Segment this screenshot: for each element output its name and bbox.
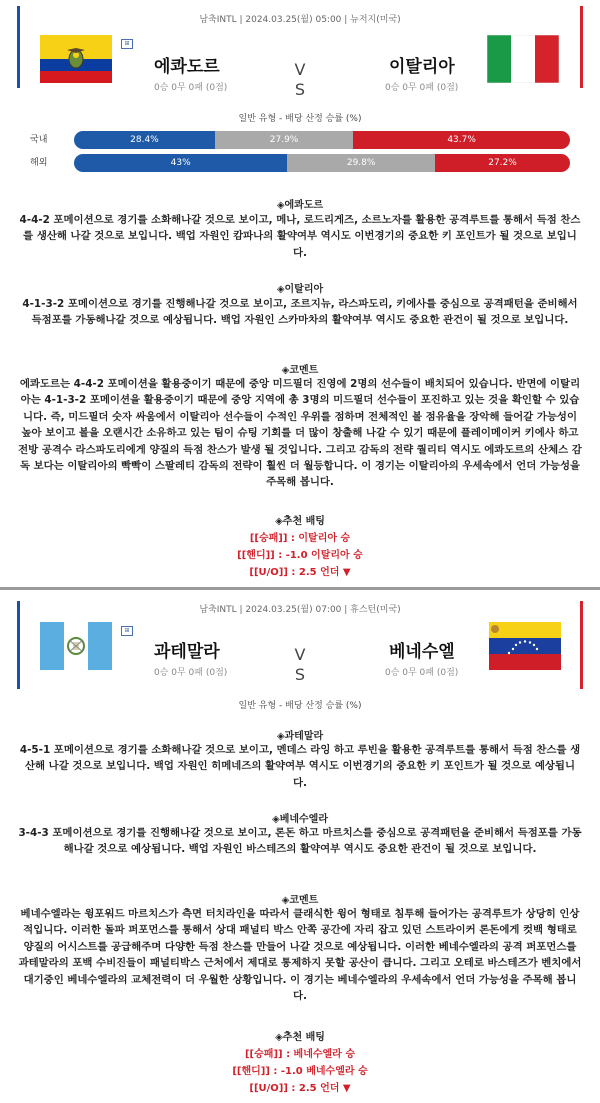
odds-bar-label: 해외: [30, 158, 48, 168]
odds-bar: [74, 131, 570, 149]
bet-line-handicap: [[핸디]] : -1.0 이탈리아 승: [237, 550, 363, 561]
home-analysis-title: ◈에콰도르: [276, 200, 324, 211]
away-team-name: 베네수엘: [389, 642, 455, 662]
away-team-record: 0승 0무 0패 (0점): [385, 668, 459, 678]
comment-title: ◈코멘트: [281, 365, 319, 376]
bet-line-over-under: [[U/O]] : 2.5 언더 ▼: [249, 567, 351, 578]
info-icon[interactable]: ⊞: [121, 626, 133, 636]
draw-segment: 29.8%: [287, 154, 435, 172]
away-win-segment: 27.2%: [435, 154, 570, 172]
away-analysis-title: ◈이탈리아: [276, 284, 324, 295]
home-team-name: 과테말라: [154, 642, 220, 662]
home-analysis-text: 4-5-1 포메이션으로 경기를 소화해나갈 것으로 보이고, 멘데스 라잉 하고 루빈을 활용한 공격루트를 통해서 득점 찬스를 생산해 나갈 것으로 보입니다. 백업 자원인 히메네즈의 활약여부 역시도 이번경기의 중요한 키 포인트가 될 것으로 예상됩니다.: [19, 744, 581, 789]
match-meta: 남축INTL | 2024.03.25(월) 05:00 | 뉴저지(미국): [199, 15, 401, 25]
italy-flag-icon: [487, 35, 559, 83]
graph-title: 일반 유형 - 배당 산정 승률 (%): [238, 114, 362, 124]
odds-bar-row-overseas: [30, 154, 540, 172]
recommended-bets-title: ◈추천 배팅: [275, 1032, 325, 1043]
bet-line-handicap: [[핸디]] : -1.0 베네수엘라 승: [232, 1066, 368, 1077]
home-analysis-title: ◈과테말라: [276, 731, 324, 742]
venezuela-flag-icon: [489, 622, 561, 670]
away-analysis-title: ◈베네수엘라: [272, 814, 328, 825]
vs-top: V: [294, 645, 306, 664]
recommended-bets-title: ◈추천 배팅: [275, 516, 325, 527]
home-analysis-text: 4-4-2 포메이션으로 경기를 소화해나갈 것으로 보이고, 메나, 로드리게즈, 소르노자를 활용한 공격루트를 통해서 득점 찬스를 생산해 나갈 것으로 보입니다. 백업 자원인 캄파나의 활약여부 역시도 이번경기의 중요한 키 포인트가 될 것으로 보입니다.: [19, 214, 581, 259]
home-team-name: 에콰도르: [154, 57, 220, 77]
bet-line-result: [[승패]] : 이탈리아 승: [249, 533, 351, 544]
home-win-segment: 43%: [74, 154, 287, 172]
bet-line-result: [[승패]] : 베네수엘라 승: [244, 1049, 355, 1060]
bet-line-over-under: [[U/O]] : 2.5 언더 ▼: [249, 1083, 351, 1094]
away-analysis-text: 3-4-3 포메이션으로 경기를 진행해나갈 것으로 보이고, 론돈 하고 마르치스를 중심으로 공격패턴을 준비해서 득점포를 가동해나갈 것으로 예상됩니다. 백업 자원인 바스테즈의 활약여부 역시도 중요한 관건이 될 것으로 보입니다.: [18, 827, 582, 856]
info-icon[interactable]: ⊞: [121, 39, 133, 49]
section-divider: [0, 587, 600, 590]
vs-bottom: S: [294, 665, 306, 684]
draw-segment: 27.9%: [215, 131, 353, 149]
odds-bar: [74, 154, 570, 172]
guatemala-flag-icon: [40, 622, 112, 670]
away-win-segment: 43.7%: [353, 131, 570, 149]
odds-bar-label: 국내: [30, 135, 48, 145]
ecuador-flag-icon: [40, 35, 112, 83]
comment-text: 베네수엘라는 윙포워드 마르치스가 측면 터치라인을 따라서 클래식한 윙어 형태로 침투해 들어가는 공격루트가 상당히 인상적입니다. 이러한 돌파 퍼포먼스를 통해서 상대 패널티 박스 안쪽 공간에 자리 잡고 있던 스트라이커 론돈에게 컷백 형태로 양질의 어시스트를 공급해주며 다양한 득점 찬스를 만들어 나갈 것으로 예상됩니다. 이러한 베네수엘라의 공격 퍼포먼스를 과테말라의 포백 수비진들이 패널티박스 근처에서 제대로 통제하지 못할 공산이 큽니다. 그리고 오테로 바스테즈가 벤치에서 대기중인 베네수엘라의 교체전력이 더 우월한 상황입니다. 이 경기는 베네수엘라의 우세속에서 언더 가능성을 주목해 봅니다.: [18, 908, 582, 1003]
comment-title: ◈코멘트: [281, 895, 319, 906]
vs-bottom: S: [294, 80, 306, 99]
odds-bar-row-domestic: [30, 131, 540, 149]
home-team-record: 0승 0무 0패 (0점): [154, 83, 228, 93]
vs-top: V: [294, 60, 306, 79]
away-team-name: 이탈리아: [389, 57, 455, 77]
graph-title: 일반 유형 - 배당 산정 승률 (%): [238, 701, 362, 711]
away-analysis-text: 4-1-3-2 포메이션으로 경기를 진행해나갈 것으로 보이고, 조르지뉴, 라스파도리, 키에사를 중심으로 공격패턴을 준비해서 득점포를 가동해나갈 것으로 예상됩니다. 백업 자원인 스카마차의 활약여부 역시도 중요한 관건이 될 것으로 보입니다.: [22, 298, 578, 327]
home-win-segment: 28.4%: [74, 131, 215, 149]
comment-text: 에콰도르는 4-4-2 포메이션을 활용중이기 때문에 중앙 미드필더 진영에 2명의 선수들이 배치되어 있습니다. 반면에 이탈리아는 4-1-3-2 포메이션을 활용중이기 때문에 중앙 지역에 총 3명의 미드필더 선수들이 포진하고 있는 것을 확인할 수 있습니다. 즉, 미드필더 숫자 싸움에서 이탈리아 선수들이 수적인 우위를 점하며 전체적인 볼 점유율을 장악해 들어갈 가능성이 높아 보이고 볼을 오랜시간 소유하고 있는 팀이 슈팅 기회를 더 많이 창출해 나갈 수 있기 때문에 플레이메이커 키에사 하고 전방 공격수 라스파도리에게 양질의 득점 찬스가 발생 될 것입니다. 그리고 감독의 전략 퀄리티 역시도 에콰도르의 산체스 감독 보다는 이탈리아의 빡빡이 스팔레티 감독의 전략이 훨씬 더 월등합니다. 이 경기는 이탈리아의 우세속에서 언더 가능성을 주목해 봅니다.: [18, 378, 582, 489]
home-team-record: 0승 0무 0패 (0점): [154, 668, 228, 678]
match-meta: 남축INTL | 2024.03.25(월) 07:00 | 휴스턴(미국): [199, 605, 401, 615]
away-team-record: 0승 0무 0패 (0점): [385, 83, 459, 93]
